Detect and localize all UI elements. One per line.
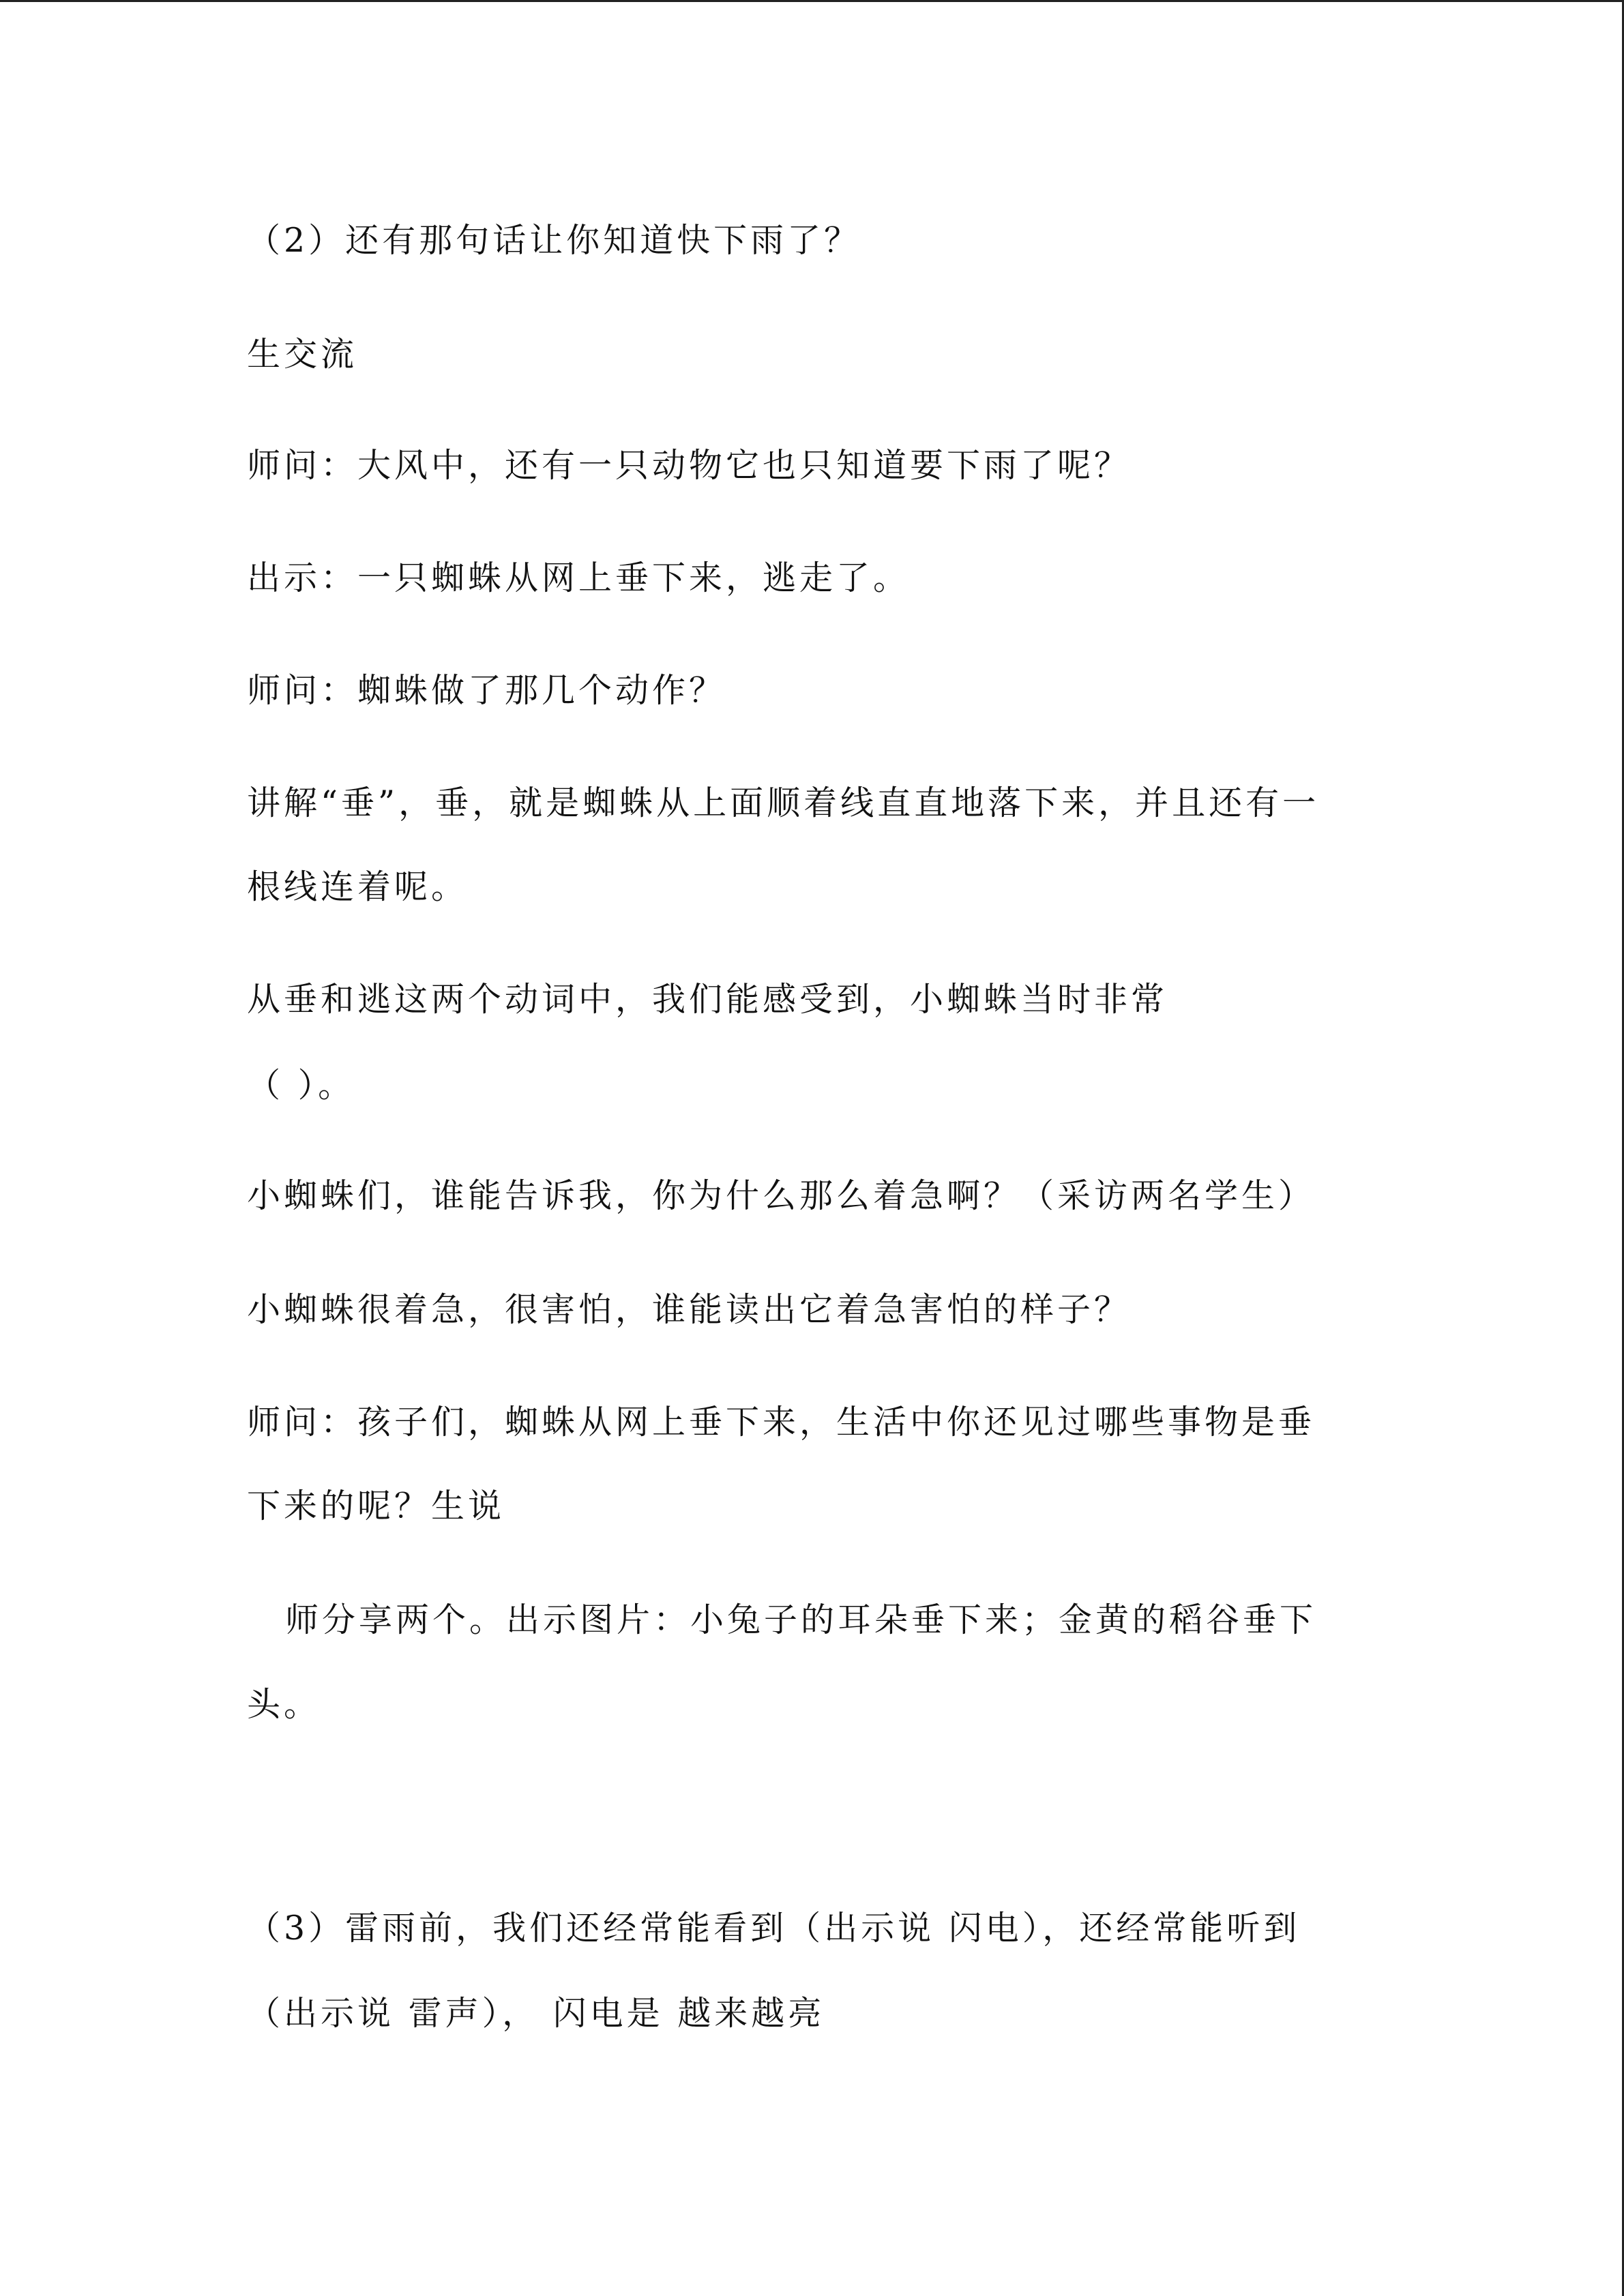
paragraph-verbs-feeling: 从垂和逃这两个动词中，我们能感受到，小蜘蛛当时非常 <box>247 980 1168 1019</box>
paragraph-read-aloud: 小蜘蛛很着急，很害怕，谁能读出它着急害怕的样子？ <box>247 1290 1132 1329</box>
paragraph-question-3: （3）雷雨前，我们还经常能看到（出示说 闪电），还经常能听到 <box>247 1909 1301 1948</box>
paragraph-teacher-question-wind: 师问：大风中，还有一只动物它也只知道要下雨了呢？ <box>247 446 1132 485</box>
paragraph-question-2: （2）还有那句话让你知道快下雨了？ <box>247 221 861 260</box>
paragraph-explain-chui-cont: 根线连着呢。 <box>247 867 469 906</box>
paragraph-little-spiders: 小蜘蛛们，谁能告诉我，你为什么那么着急啊？（采访两名学生） <box>247 1176 1316 1215</box>
paragraph-teacher-question-life: 师问：孩子们，蜘蛛从网上垂下来，生活中你还见过哪些事物是垂 <box>247 1403 1316 1442</box>
paragraph-teacher-share: 师分享两个。出示图片：小兔子的耳朵垂下来；金黄的稻谷垂下 <box>285 1600 1317 1639</box>
paragraph-teacher-share-cont: 头。 <box>247 1685 321 1724</box>
paragraph-teacher-question-life-cont: 下来的呢？生说 <box>247 1487 505 1525</box>
paragraph-question-3-cont: （出示说 雷声）， 闪电是 越来越亮 <box>247 1994 825 2033</box>
paragraph-blank: （ ）。 <box>247 1066 355 1105</box>
paragraph-student-exchange: 生交流 <box>247 335 358 374</box>
paragraph-show-spider: 出示：一只蜘蛛从网上垂下来，逃走了。 <box>247 558 911 597</box>
paragraph-explain-chui: 讲解“垂”，垂，就是蜘蛛从上面顺着线直直地落下来，并且还有一 <box>247 784 1320 822</box>
paragraph-teacher-question-actions: 师问：蜘蛛做了那几个动作？ <box>247 671 726 710</box>
